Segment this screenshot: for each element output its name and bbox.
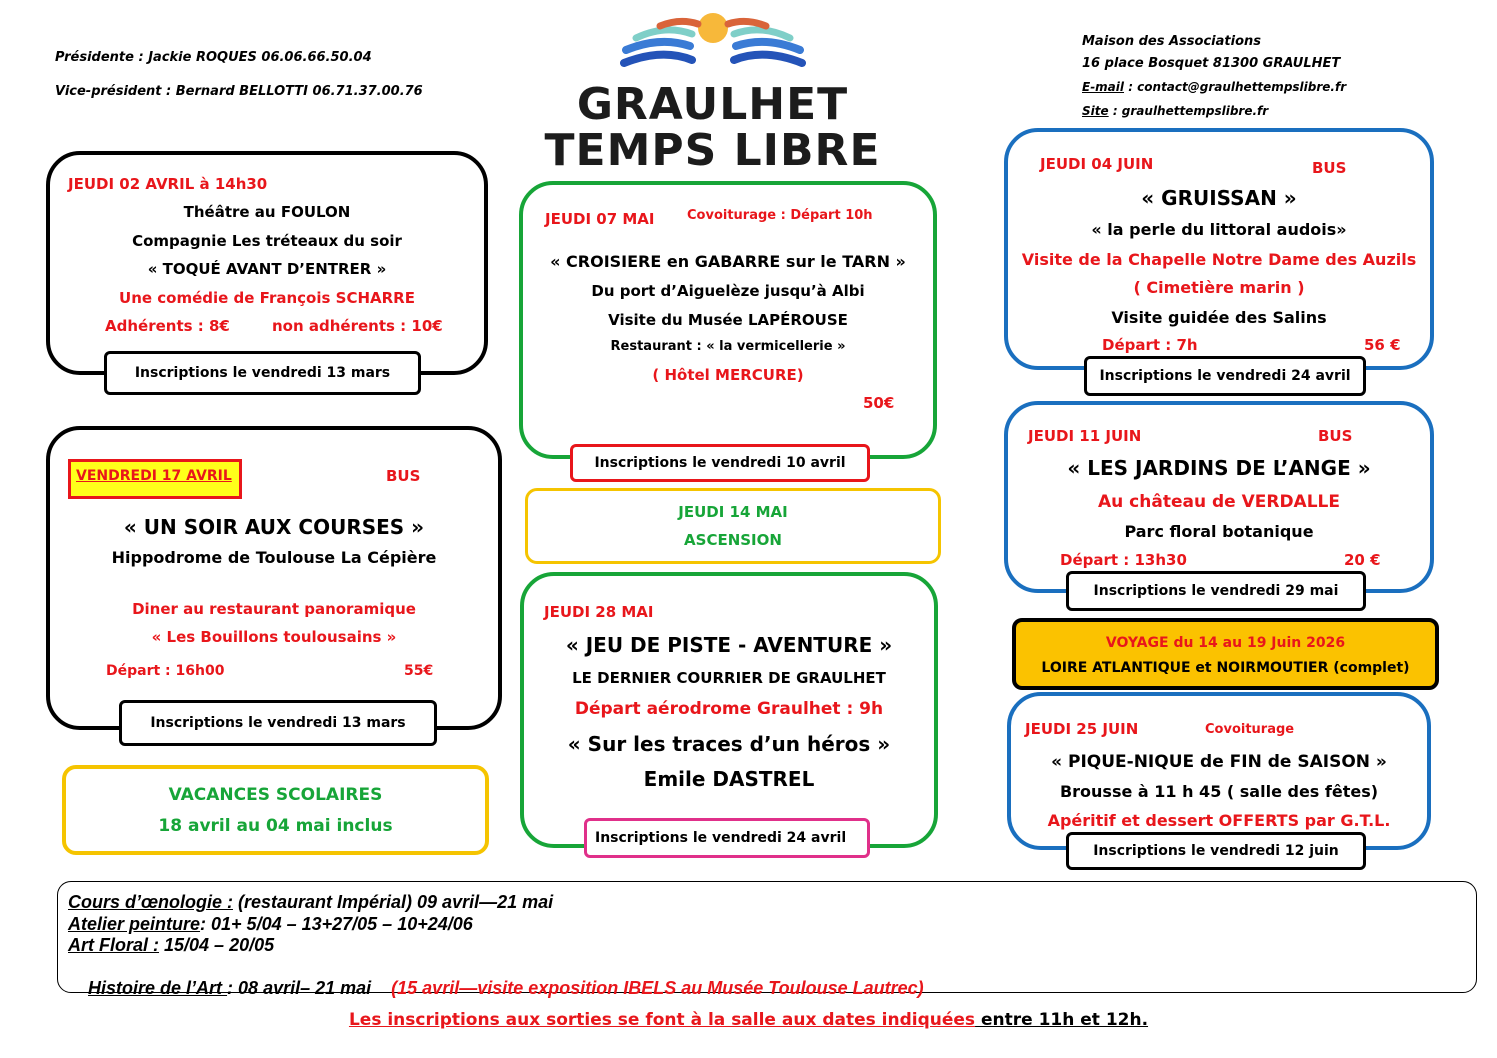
holidays-dates: 18 avril au 04 mai inclus xyxy=(158,816,393,836)
carpool-label: Covoiturage : Départ 10h xyxy=(687,208,873,223)
bus-label: BUS xyxy=(1312,159,1347,177)
event-line: « Les Bouillons toulousains » xyxy=(151,628,397,646)
event-line: ( Hôtel MERCURE) xyxy=(652,366,804,384)
event-title: « UN SOIR AUX COURSES » xyxy=(123,515,425,539)
email-line xyxy=(1082,80,1346,94)
event-price: 20 € xyxy=(1344,551,1381,569)
price-members: Adhérents : 8€ xyxy=(105,317,230,335)
email-label: E-mail xyxy=(1082,80,1125,94)
registration-badge: Inscriptions le vendredi 13 mars xyxy=(119,700,437,746)
event-card-croisiere xyxy=(519,181,937,459)
voyage-dates: VOYAGE du 14 au 19 Juin 2026 xyxy=(1105,635,1346,651)
president-line: Présidente : Jackie ROQUES 06.06.66.50.04 xyxy=(55,50,372,65)
course-label: Cours d’œnologie : xyxy=(68,892,233,912)
logo-sun-icon xyxy=(540,8,885,88)
event-line: Théâtre au FOULON xyxy=(183,203,351,221)
event-line: « la perle du littoral audois» xyxy=(1091,220,1347,239)
event-line: Diner au restaurant panoramique xyxy=(132,600,416,618)
event-line: Restaurant : « la vermicellerie » xyxy=(610,339,846,354)
registration-badge: Inscriptions le vendredi 29 mai xyxy=(1066,571,1366,611)
course-label: Histoire de l’Art xyxy=(88,978,228,998)
email-value[interactable]: : contact@graulhettempslibre.fr xyxy=(1124,80,1347,94)
price-non-members: non adhérents : 10€ xyxy=(272,317,443,335)
event-price: 55€ xyxy=(404,663,434,679)
event-date: JEUDI 11 JUIN xyxy=(1028,427,1142,445)
event-date: JEUDI 02 AVRIL à 14h30 xyxy=(68,175,268,193)
carpool-label: Covoiturage xyxy=(1205,722,1295,737)
logo xyxy=(540,8,885,176)
event-price: 56 € xyxy=(1364,336,1401,354)
event-title: « TOQUÉ AVANT D’ENTRER » xyxy=(147,260,387,278)
vice-president-line: Vice-président : Bernard BELLOTTI 06.71.37.00.76 xyxy=(55,84,423,99)
event-line: Du port d’Aiguelèze jusqu’à Albi xyxy=(591,282,865,300)
event-card-jardins xyxy=(1004,401,1434,593)
event-card-theatre xyxy=(46,151,488,375)
event-departure: Départ : 13h30 xyxy=(1060,551,1187,569)
bus-label: BUS xyxy=(1318,427,1353,445)
event-line: Compagnie Les tréteaux du soir xyxy=(132,232,402,250)
event-date: JEUDI 04 JUIN xyxy=(1040,155,1154,173)
event-line: ( Cimetière marin ) xyxy=(1133,278,1305,297)
event-date: JEUDI 28 MAI xyxy=(544,603,654,621)
ascension-label: ASCENSION xyxy=(684,531,782,549)
footer-black-text: entre 11h et 12h. xyxy=(975,1010,1149,1030)
event-card-jeu-de-piste xyxy=(520,572,938,848)
event-line: Parc floral botanique xyxy=(1124,522,1314,541)
event-line: Visite du Musée LAPÉROUSE xyxy=(608,311,848,329)
bus-label: BUS xyxy=(386,467,421,485)
event-card-pique-nique xyxy=(1007,692,1431,850)
course-label: Atelier peinture xyxy=(68,914,201,934)
event-line: Brousse à 11 h 45 ( salle des fêtes) xyxy=(1059,782,1379,801)
course-value: : 08 avril– 21 mai xyxy=(227,978,392,998)
footer-red-text: Les inscriptions aux sorties se font à la salle aux dates indiquées xyxy=(348,1010,976,1030)
course-value: 15/04 – 20/05 xyxy=(159,935,275,955)
logo-line-1: GRAULHET xyxy=(576,79,849,130)
voyage-box xyxy=(1012,618,1439,690)
site-label: Site xyxy=(1082,104,1109,118)
school-holidays-box xyxy=(62,765,489,855)
event-line: Au château de VERDALLE xyxy=(1097,492,1340,512)
registration-badge: Inscriptions le vendredi 12 juin xyxy=(1066,832,1366,870)
logo-line-2: TEMPS LIBRE xyxy=(544,125,881,176)
event-line: Une comédie de François SCHARRE xyxy=(119,289,415,307)
holidays-title: VACANCES SCOLAIRES xyxy=(168,785,383,805)
address-line-1: Maison des Associations xyxy=(1082,34,1261,49)
event-line: Départ aérodrome Graulhet : 9h xyxy=(574,699,884,719)
ascension-box xyxy=(525,488,941,564)
registration-badge: Inscriptions le vendredi 24 avril xyxy=(1084,356,1366,396)
event-title: « CROISIERE en GABARRE sur le TARN » xyxy=(550,252,906,271)
event-card-gruissan xyxy=(1004,128,1434,370)
event-title: « GRUISSAN » xyxy=(1141,186,1297,210)
event-date: JEUDI 25 JUIN xyxy=(1025,720,1139,738)
course-art-floral xyxy=(68,935,274,956)
event-card-courses xyxy=(46,426,502,730)
event-title: « JEU DE PISTE - AVENTURE » xyxy=(565,633,893,657)
course-value: (restaurant Impérial) 09 avril—21 mai xyxy=(232,892,554,912)
event-line: Hippodrome de Toulouse La Cépière xyxy=(111,548,437,567)
voyage-destination: LOIRE ATLANTIQUE et NOIRMOUTIER (complet) xyxy=(1041,660,1410,676)
event-line: Visite guidée des Salins xyxy=(1111,308,1327,327)
courses-box xyxy=(57,881,1477,998)
event-price: 50€ xyxy=(863,394,895,412)
event-line: Apéritif et dessert OFFERTS par G.T.L. xyxy=(1047,811,1391,830)
registration-badge: Inscriptions le vendredi 10 avril xyxy=(570,444,870,482)
event-line: Emile DASTREL xyxy=(643,767,815,791)
ascension-date: JEUDI 14 MAI xyxy=(678,503,788,521)
registration-badge: Inscriptions le vendredi 13 mars xyxy=(104,351,421,395)
event-line: LE DERNIER COURRIER DE GRAULHET xyxy=(572,669,886,687)
footer-note xyxy=(0,1010,1497,1030)
course-label: Art Floral : xyxy=(68,935,160,955)
course-oenologie xyxy=(68,892,553,913)
event-title: « PIQUE-NIQUE de FIN de SAISON » xyxy=(1051,752,1387,772)
event-title: « LES JARDINS DE L’ANGE » xyxy=(1067,456,1371,480)
event-line: Visite de la Chapelle Notre Dame des Auzils xyxy=(1021,250,1417,269)
site-value[interactable]: : graulhettempslibre.fr xyxy=(1108,104,1269,118)
site-line xyxy=(1082,104,1268,118)
event-line: « Sur les traces d’un héros » xyxy=(567,732,891,756)
course-peinture xyxy=(68,914,473,935)
event-departure: Départ : 16h00 xyxy=(106,663,225,679)
address-line-2: 16 place Bosquet 81300 GRAULHET xyxy=(1082,56,1341,71)
registration-badge: Inscriptions le vendredi 24 avril xyxy=(584,818,870,858)
course-value: : 01+ 5/04 – 13+27/05 – 10+24/06 xyxy=(200,914,473,934)
event-date: VENDREDI 17 AVRIL xyxy=(76,468,232,484)
event-departure: Départ : 7h xyxy=(1102,336,1198,354)
event-date: JEUDI 07 MAI xyxy=(545,210,655,228)
course-note: (15 avril—visite exposition IBELS au Musée Toulouse Lautrec) xyxy=(391,978,924,998)
